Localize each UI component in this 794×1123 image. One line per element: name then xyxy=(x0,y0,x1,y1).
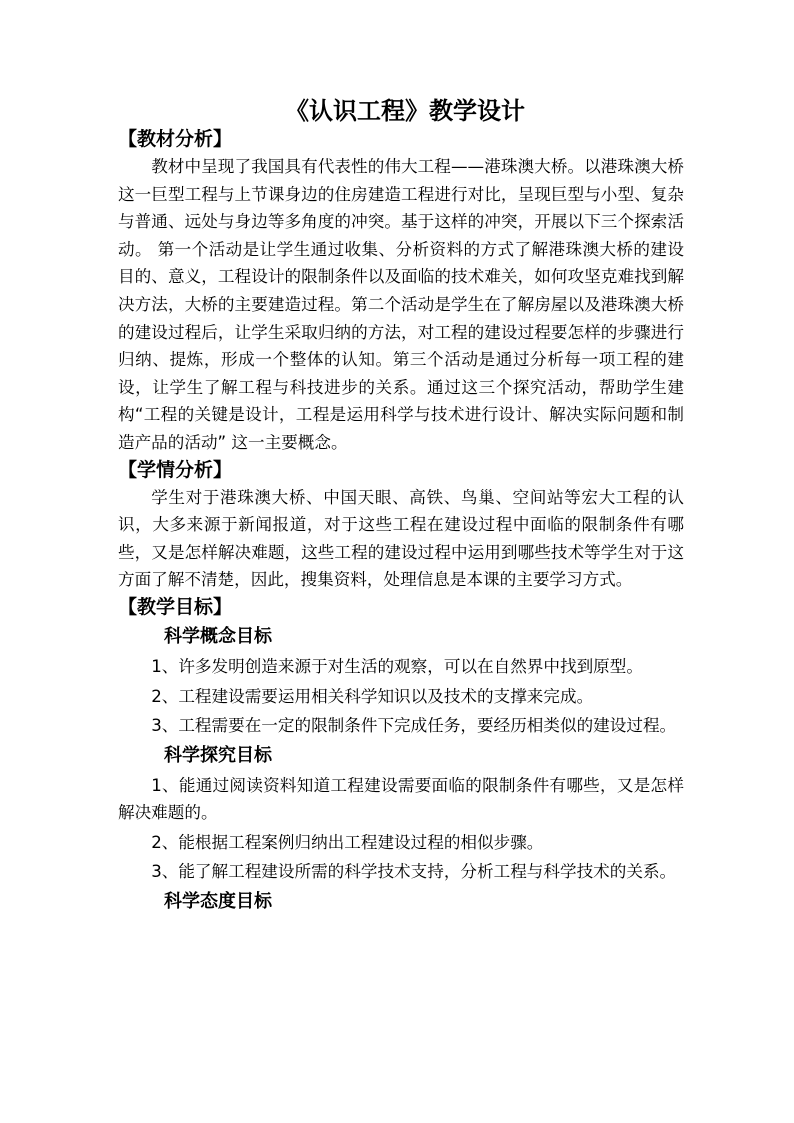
concept-goal-item-1: 1、许多发明创造来源于对生活的观察，可以在自然界中找到原型。 xyxy=(151,656,643,676)
section-heading-teaching-goals: 【教学目标】 xyxy=(118,595,233,618)
section-teaching-goals xyxy=(118,594,684,916)
section-heading-textbook-analysis: 【教材分析】 xyxy=(118,128,233,150)
inquiry-goal-item-1: 1、能通过阅读资料知道工程建设需要面临的限制条件有哪些，又是怎样解决难题的。 xyxy=(118,775,684,823)
subheading-attitude-goals: 科学态度目标 xyxy=(164,891,272,913)
inquiry-goal-item-3: 3、能了解工程建设所需的科学技术支持，分析工程与科学技术的关系。 xyxy=(151,862,677,882)
section-heading-student-analysis: 【学情分析】 xyxy=(118,458,233,481)
concept-goal-item-2: 2、工程建设需要运用相关科学知识以及技术的支撑来完成。 xyxy=(151,686,594,706)
section-student-analysis xyxy=(118,457,684,594)
section-textbook-analysis xyxy=(118,126,684,457)
document-title: 《认识工程》教学设计 xyxy=(285,97,525,125)
subheading-concept-goals: 科学概念目标 xyxy=(164,625,272,647)
student-analysis-paragraph: 学生对于港珠澳大桥、中国天眼、高铁、鸟巢、空间站等宏大工程的认识，大多来源于新闻报道，对于这些工程在建设过程中面临的限制条件有哪些，又是怎样解决难题，这些工程的建设过程中运用到哪些技术等学生对于这方面了解不清楚，因此，搜集资料，处理信息是本课的主要学习方式。 xyxy=(118,487,684,590)
inquiry-goal-item-2: 2、能根据工程案例归纳出工程建设过程的相似步骤。 xyxy=(151,832,544,852)
textbook-analysis-paragraph: 教材中呈现了我国具有代表性的伟大工程——港珠澳大桥。以港珠澳大桥这一巨型工程与上节课身边的住房建造工程进行对比，呈现巨型与小型、复杂与普通、远处与身边等多角度的冲突。基于这样的冲突，开展以下三个探索活动。 第一个活动是让学生通过收集、分析资料的方式了解港珠澳大桥的建设目的、意义，工程设计的限制条件以及面临的技术难关，如何攻坚克难找到解决方法，大桥的主要建造过程。第二个活动是学生在了解房屋以及港珠澳大桥的建设过程后，让学生采取归纳的方法，对工程的建设过程要怎样的步骤进行归纳、提炼，形成一个整体的认知。第三个活动是通过分析每一项工程的建设，让学生了解工程与科技进步的关系。通过这三个探究活动，帮助学生建构“工程的关键是设计，工程是运用科学与技术进行设计、解决实际问题和制造产品的活动” 这一主要概念。 xyxy=(118,157,684,452)
concept-goal-item-3: 3、工程需要在一定的限制条件下完成任务，要经历相类似的建设过程。 xyxy=(151,716,677,736)
subheading-inquiry-goals: 科学探究目标 xyxy=(164,744,272,766)
